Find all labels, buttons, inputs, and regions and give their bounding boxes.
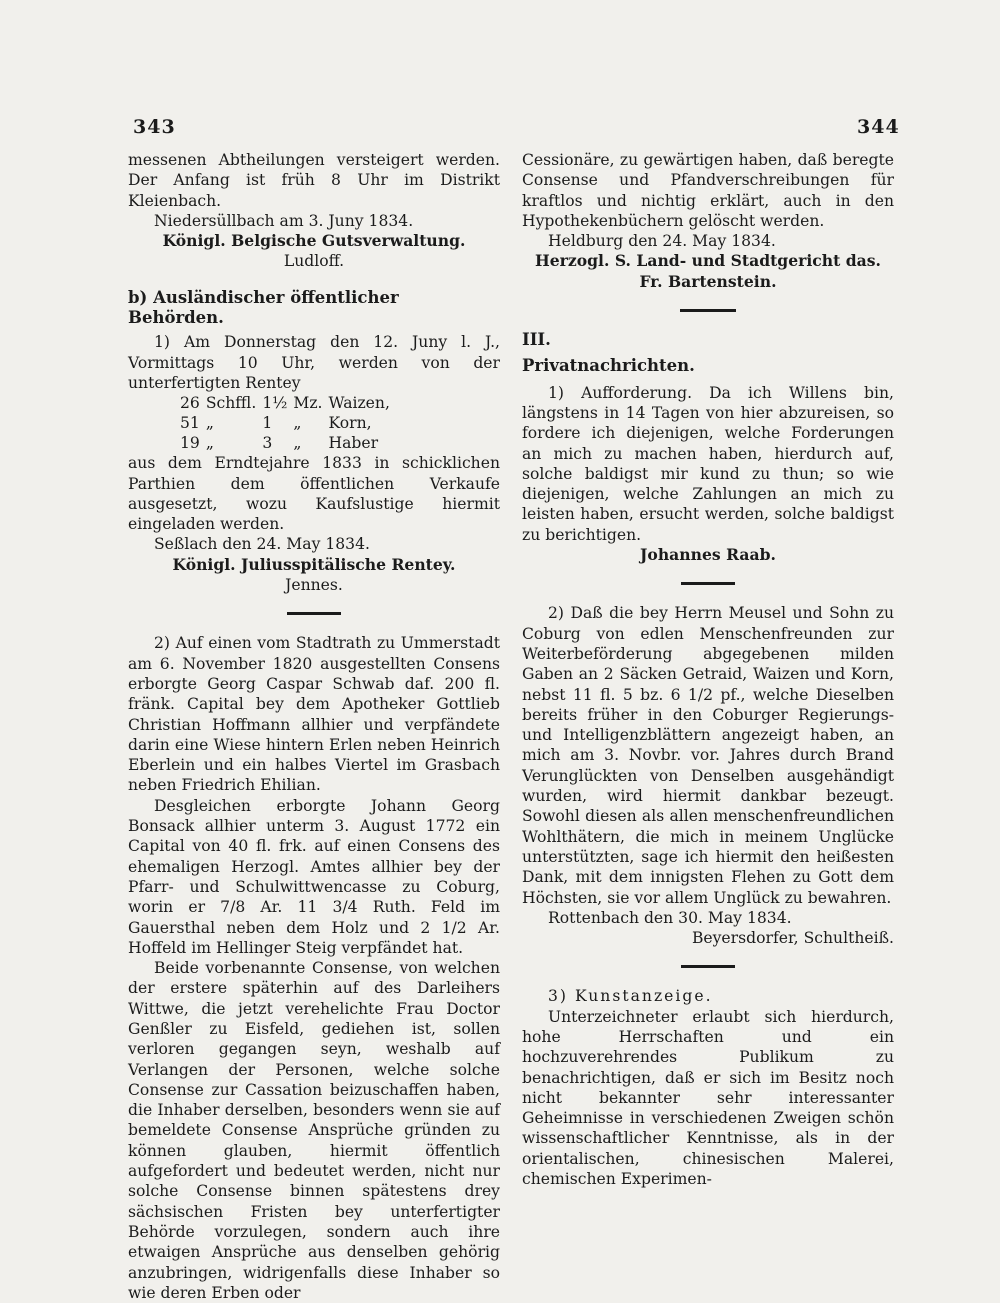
art-notice-heading: 3) Kunstanzeige. (548, 987, 713, 1006)
grain-mz-unit: „ (293, 414, 302, 433)
consens-notice-continuation: Cessionäre, zu gewärtigen haben, daß beregte Consense und Pfandverschreibungen für kraftlos und nichtig erklärt, auch in den Hypothekenbüchern gelöscht werden. (522, 151, 894, 230)
grain-unit: „ (205, 434, 214, 453)
grain-row (180, 413, 396, 433)
divider-rule (680, 309, 736, 312)
notice-continuation: messenen Abtheilungen versteigert werden. Der Anfang ist früh 8 Uhr im Distrikt Kleienbach. (128, 151, 500, 210)
thanks-signature: Beyersdorfer, Schultheiß. (691, 929, 894, 948)
consens-signature-name: Fr. Bartenstein. (639, 271, 777, 291)
notice-signature-name: Ludloff. (283, 252, 345, 271)
consens-notice-p1: 2) Auf einen vom Stadtrath zu Ummerstadt am 6. November 1820 ausgestellten Consens erborgte Georg Caspar Schwab daf. 200 fl. fränk. Capital bey dem Apotheker Gottlieb Christian Hoffmann allhier und verpfändete darin eine Wiese hintern Erlen neben Heinrich Eberlein und ein halbes Viertel im Grasbach neben Friedrich Ehilian. (128, 634, 500, 795)
grain-table (180, 393, 396, 453)
consens-signature-authority: Herzogl. S. Land- und Stadtgericht das. (535, 251, 881, 271)
aufforderung-signature: Johannes Raab. (640, 545, 776, 565)
grain-row (180, 393, 396, 413)
auction-signature-name: Jennes. (285, 576, 343, 595)
divider-rule (287, 612, 341, 615)
grain-qty: 26 (180, 394, 200, 413)
consens-notice-p2: Desgleichen erborgte Johann Georg Bonsack allhier unterm 3. August 1772 ein Capital von 40 fl. frk. auf einen Consens des ehemaligen Herzogl. Amtes allhier bey der Pfarr- und Schulwittwencasse zu Coburg, worin er 7/8 Ar. 11 3/4 Ruth. Feld im Gauersthal neben dem Holz und 2 1/2 Ar. Hoffeld im Hellinger Steig verpfändet hat. (128, 796, 500, 957)
grain-kind: Waizen, (328, 394, 390, 413)
divider-rule (681, 965, 735, 968)
divider-rule (681, 582, 735, 585)
grain-kind: Korn, (328, 414, 372, 433)
auction-place-date: Seßlach den 24. May 1834. (154, 535, 370, 554)
consens-place-date: Heldburg den 24. May 1834. (548, 232, 776, 251)
grain-kind: Haber (328, 434, 379, 453)
thanks-place-date: Rottenbach den 30. May 1834. (548, 908, 792, 927)
grain-unit: Schffl. (205, 394, 257, 413)
grain-mz-unit: Mz. (293, 394, 323, 413)
page-number-right: 344 (857, 116, 900, 138)
grain-qty: 19 (180, 434, 200, 453)
section-heading-foreign-authorities: b) Ausländischer öffentlicher Behörden. (128, 287, 399, 328)
section-number: III. (522, 330, 551, 350)
auction-signature-authority: Königl. Juliusspitälische Rentey. (172, 554, 456, 574)
grain-mz: 1½ (262, 394, 288, 413)
right-column (522, 150, 894, 1189)
grain-unit: „ (205, 414, 214, 433)
consens-notice-p3: Beide vorbenannte Consense, von welchen der erstere späterhin auf des Darleihers Wittwe, die jetzt verehelichte Frau Doctor Genßler zu Eisfeld, gediehen ist, sollen verloren gegangen seyn, weshalb auf Verlangen der Personen, welche solche Consense zur Cassation beizuschaffen haben, die Inhaber derselben, besonders wenn sie auf bemeldete Consense Ansprüche gründen zu können glauben, hiermit öffentlich aufgefordert und bedeutet werden, nicht nur solche Consense binnen spätestens drey sächsischen Fristen bey unterfertigter Behörde vorzulegen, sondern auch ihre etwaigen Ansprüche aus denselben gehörig anzubringen, widrigenfalls diese Inhaber so wie deren Erben oder (128, 959, 500, 1302)
auction-notice-intro: 1) Am Donnerstag den 12. Juny l. J., Vormittags 10 Uhr, werden von der unterfertigten Rentey (128, 333, 500, 392)
grain-row (180, 433, 396, 453)
grain-mz: 1 (262, 414, 273, 433)
grain-mz: 3 (262, 434, 273, 453)
auction-notice-body: aus dem Erndtejahre 1833 in schicklichen Parthien dem öffentlichen Verkaufe ausgesetzt, wozu Kaufslustige hiermit eingeladen werden. (128, 454, 500, 534)
notice-signature-authority: Königl. Belgische Gutsverwaltung. (162, 231, 466, 251)
grain-mz-unit: „ (293, 434, 302, 453)
section-title: Privatnachrichten. (522, 356, 695, 376)
page-number-left: 343 (133, 116, 176, 138)
art-notice-body: Unterzeichneter erlaubt sich hierdurch, hohe Herrschaften und ein hochzuverehrendes Publikum zu benachrichtigen, daß er sich im Besitz noch nicht bekannter sehr interessanter Geheimnisse in verschiedenen Zweigen schön wissenschaftlicher Kenntnisse, als in der orientalischen, chinesischen Malerei, chemischen Experimen- (522, 1007, 894, 1189)
left-column (128, 150, 500, 1303)
aufforderung-notice: 1) Aufforderung. Da ich Willens bin, längstens in 14 Tagen von hier abzureisen, so fordere ich diejenigen, welche Forderungen an mich zu machen haben, hierdurch auf, solche baldigst mir kund zu thun; so wie diejenigen, welche Zahlungen an mich zu leisten haben, ersucht werden, solche baldigst zu berichtigen. (522, 383, 894, 544)
notice-place-date: Niedersüllbach am 3. Juny 1834. (154, 211, 414, 230)
grain-qty: 51 (180, 414, 200, 433)
thanks-notice: 2) Daß die bey Herrn Meusel und Sohn zu Coburg von edlen Menschenfreunden zur Weiterbeförderung abgegebenen milden Gaben an 2 Säcken Getraid, Waizen und Korn, nebst 11 fl. 5 bz. 6 1/2 pf., welche Dieselben bereits früher in den Coburger Regierungs- und Intelligenzblättern angezeigt haben, an mich am 3. Novbr. vor. Jahres durch Brand Verunglückten von Denselben ausgehändigt wurden, wird hiermit dankbar bezeugt. Sowohl diesen als allen menschenfreundlichen Wohlthätern, die mich in meinem Unglücke unterstützten, sage ich hiermit den heißesten Dank, mit dem innigsten Flehen zu Gott dem Höchsten, sie vor allem Unglück zu bewahren. (522, 604, 894, 907)
